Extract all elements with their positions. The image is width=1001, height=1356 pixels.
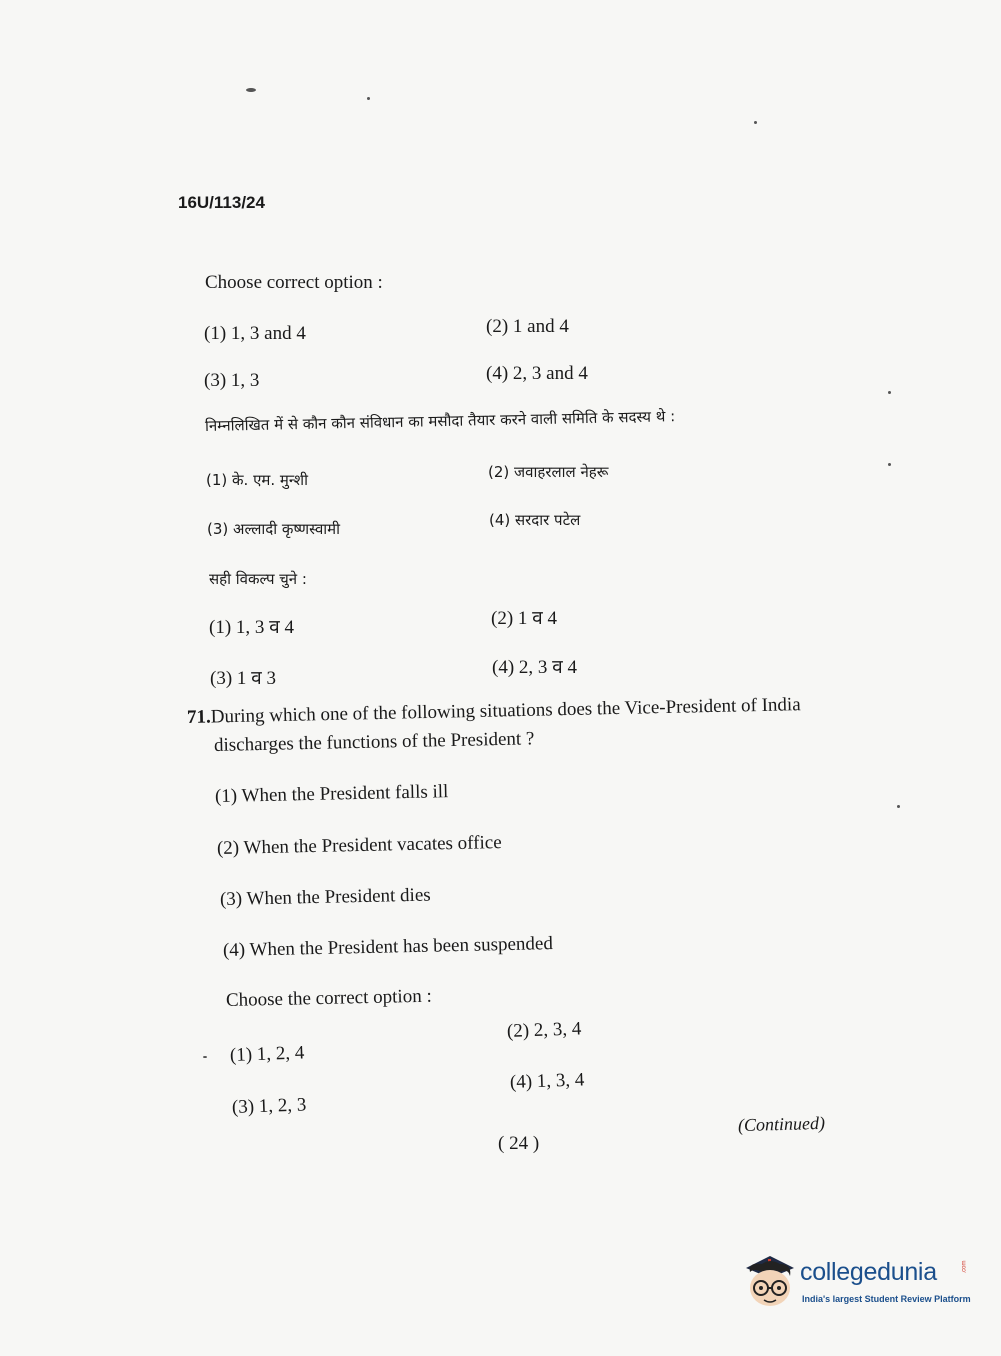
scan-speck — [888, 391, 891, 394]
q71-item-4: (4) When the President has been suspended — [222, 933, 554, 961]
q70-hindi-item-2: (2) जवाहरलाल नेहरू — [488, 463, 609, 481]
q71-number: 71. — [186, 706, 211, 728]
q71-item-2: (2) When the President vacates office — [216, 832, 502, 859]
q70-option-1: (1) 1, 3 and 4 — [204, 323, 306, 344]
scan-speck — [754, 121, 757, 124]
q70-hindi-option-2: (2) 1 व 4 — [491, 608, 557, 629]
scan-mark — [246, 88, 256, 92]
q71-choose-label: Choose the correct option : — [225, 985, 432, 1011]
continued-label: (Continued) — [737, 1112, 826, 1136]
q71-option-4: (4) 1, 3, 4 — [509, 1069, 585, 1093]
q70-hindi-option-4: (4) 2, 3 व 4 — [492, 657, 577, 678]
paper-code: 16U/113/24 — [178, 193, 265, 212]
q71-option-2: (2) 2, 3, 4 — [506, 1018, 582, 1042]
q70-hindi-item-4: (4) सरदार पटेल — [489, 511, 581, 529]
brand-tagline: India's largest Student Review Platform — [802, 1294, 971, 1304]
q71-item-1: (1) When the President falls ill — [214, 781, 449, 807]
scan-speck — [897, 805, 900, 808]
scan-speck — [203, 1056, 207, 1058]
q70-hindi-item-1: (1) के. एम. मुन्शी — [206, 471, 308, 489]
q70-option-3: (3) 1, 3 — [204, 370, 260, 391]
q70-hindi-option-3: (3) 1 व 3 — [210, 668, 276, 689]
q70-hindi-option-1: (1) 1, 3 व 4 — [209, 617, 294, 638]
brand-name: collegedunia — [800, 1258, 937, 1286]
q71-line-1-text: During which one of the following situations does the Vice-President of India — [210, 694, 801, 728]
q70-hindi-question: निम्नलिखित में से कौन कौन संविधान का मसौदा तैयार करने वाली समिति के सदस्य थे : — [204, 407, 676, 435]
page-number: ( 24 ) — [498, 1133, 540, 1154]
q70-option-2: (2) 1 and 4 — [486, 316, 569, 337]
q70-choose-label: Choose correct option : — [205, 272, 383, 293]
q70-hindi-item-3: (3) अल्लादी कृष्णस्वामी — [207, 520, 341, 538]
collegedunia-watermark — [740, 1250, 972, 1312]
q71-option-1: (1) 1, 2, 4 — [229, 1042, 305, 1066]
scan-speck — [367, 97, 370, 100]
q70-option-4: (4) 2, 3 and 4 — [486, 363, 588, 384]
q70-hindi-choose-label: सही विकल्प चुने : — [209, 570, 307, 588]
q71-option-3: (3) 1, 2, 3 — [231, 1094, 307, 1118]
mascot-icon — [740, 1250, 800, 1312]
scan-speck — [888, 463, 891, 466]
brand-suffix: .com — [961, 1260, 968, 1274]
q71-question-line-1 — [187, 694, 801, 729]
q71-item-3: (3) When the President dies — [219, 884, 431, 910]
q71-question-line-2: discharges the functions of the President ? — [213, 728, 535, 756]
